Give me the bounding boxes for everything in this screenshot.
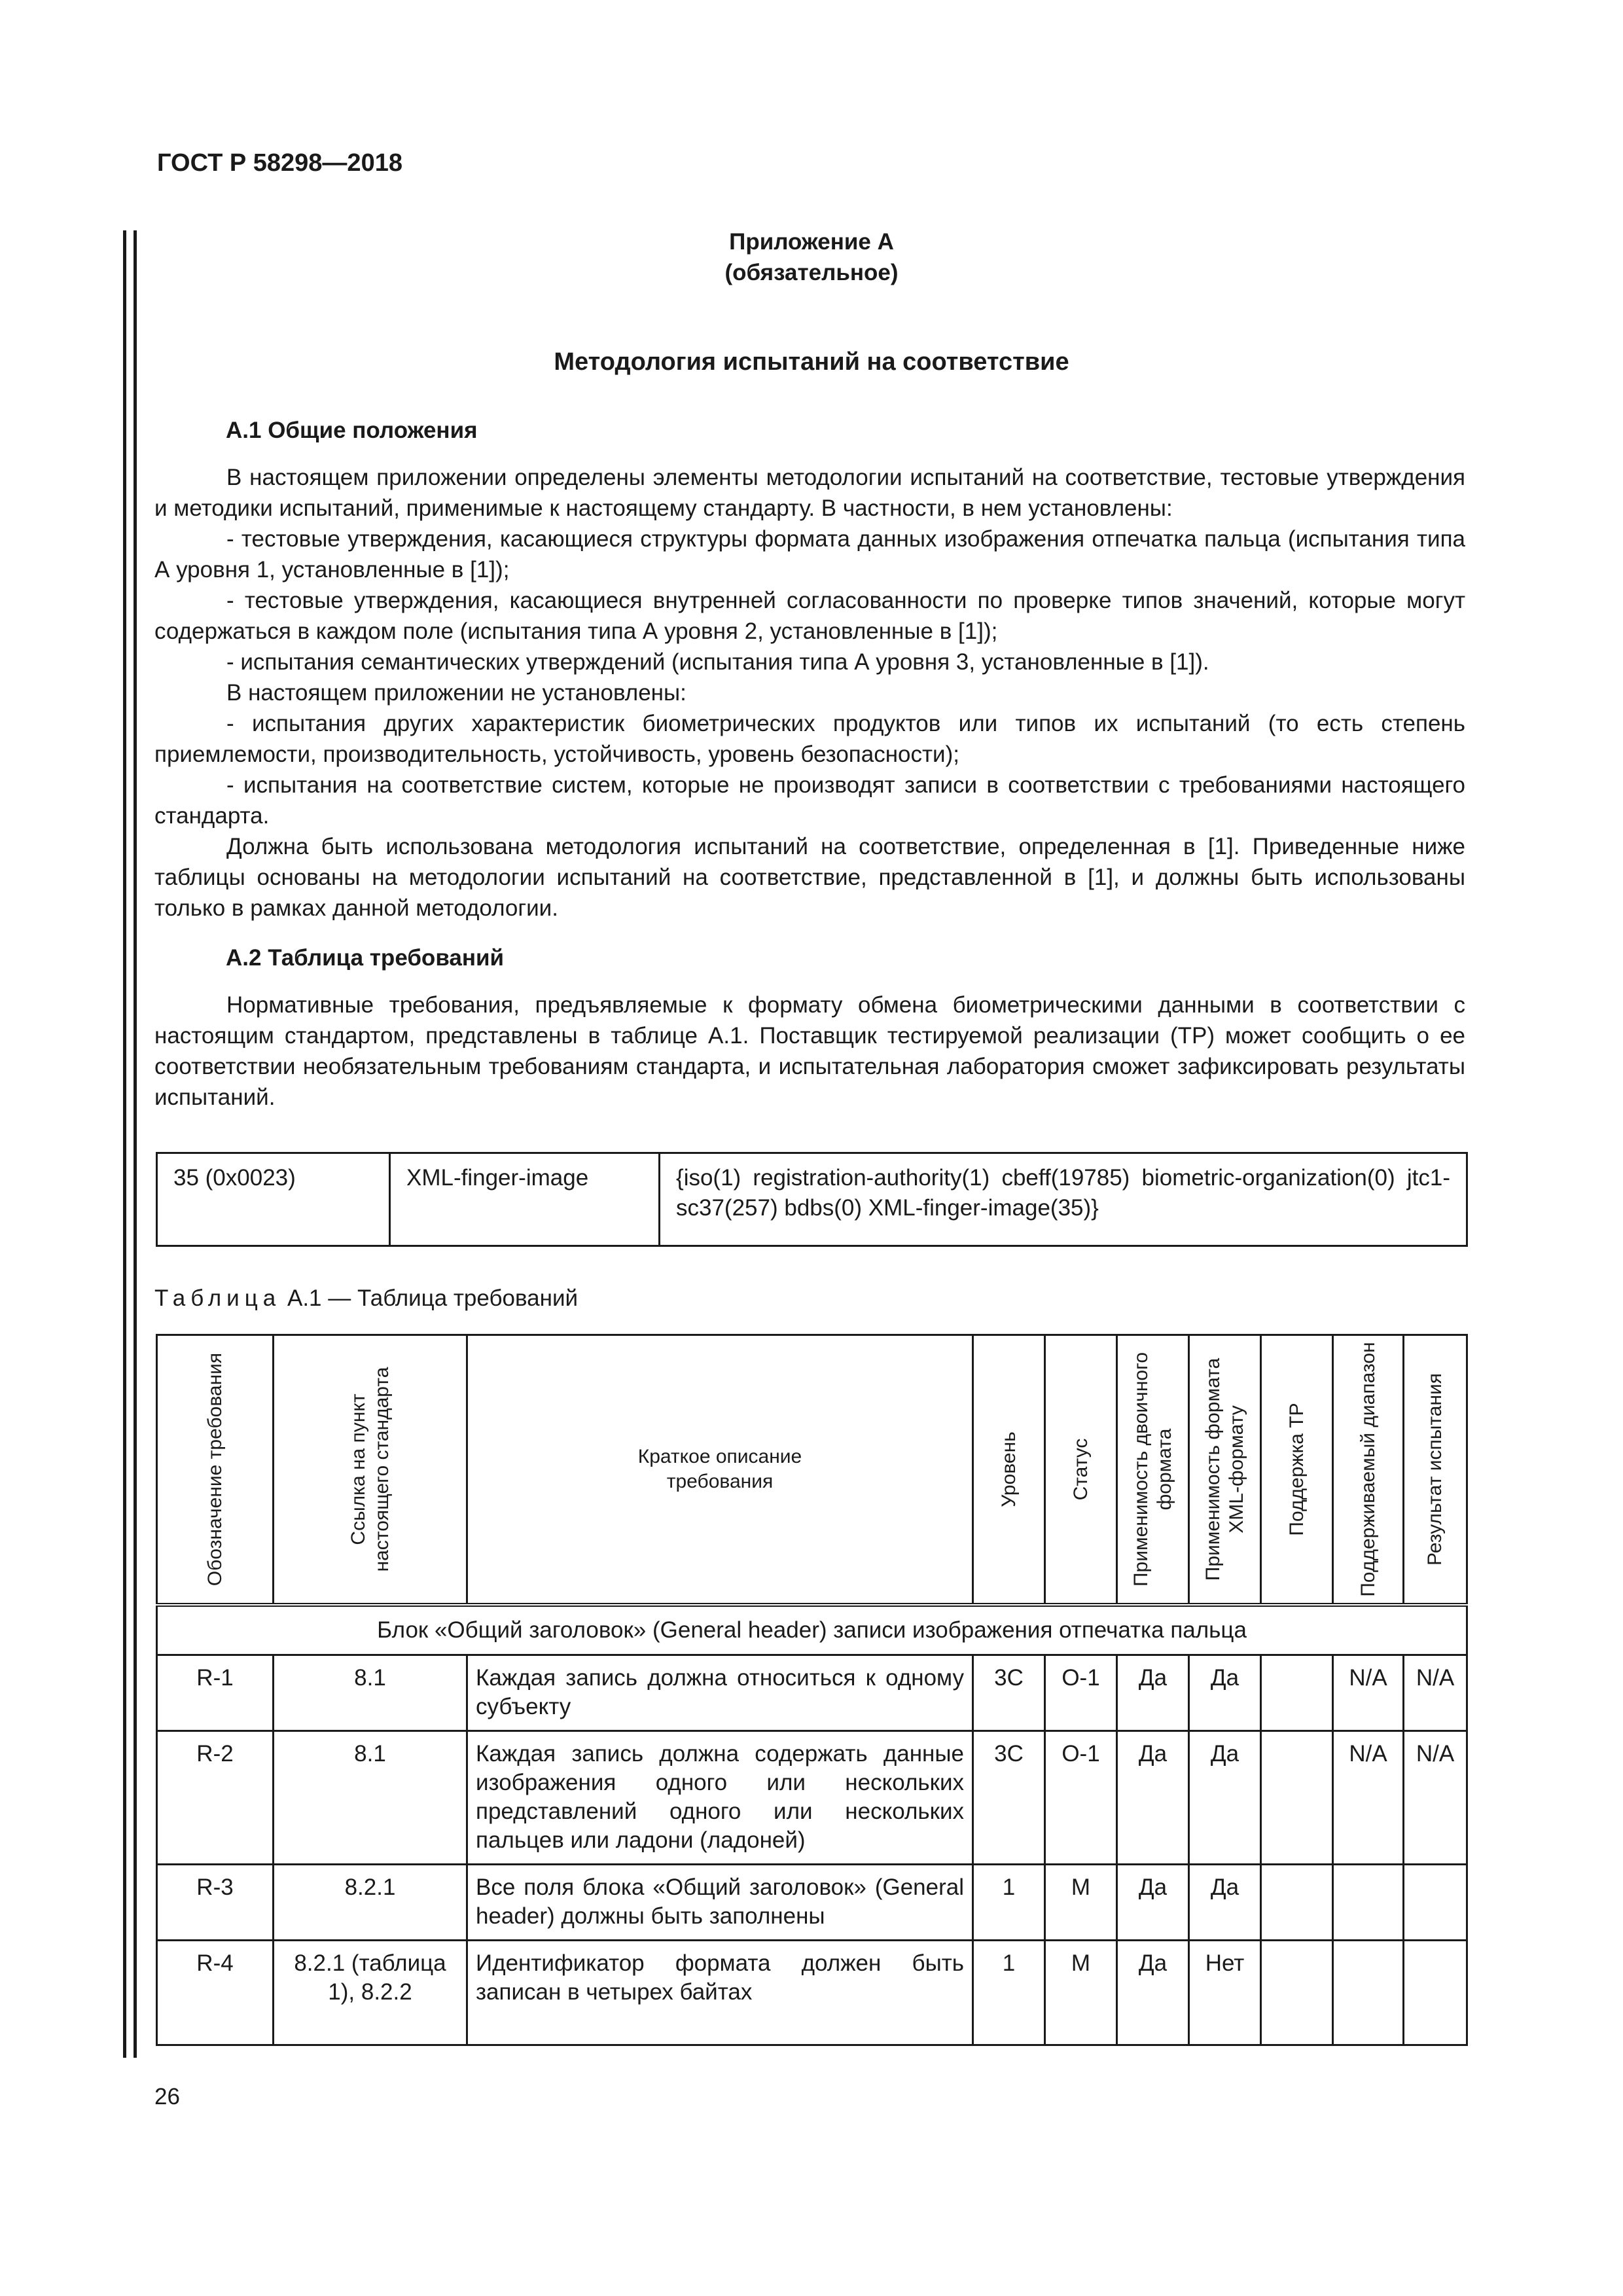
req-desc: Каждая запись должна относиться к одному субъекту [467,1655,973,1731]
req-ref: 8.1 [274,1655,467,1731]
header-status: Статус [1045,1335,1117,1605]
req-result: N/A [1404,1655,1467,1731]
list-item: - испытания других характеристик биометрических продуктов или типов их испытаний (то есть степень приемлемости, производительность, устойчивость, уровень безопасности); [154,711,1465,767]
req-desc: Каждая запись должна содержать данные изображения одного или нескольких представлений одного или нескольких пальцев или ладони (ладоней) [467,1731,973,1865]
req-desc: Идентификатор формата должен быть записан в четырех байтах [467,1941,973,2045]
header-supported-range: Поддерживаемый диапазон [1333,1335,1404,1605]
req-ref: 8.1 [274,1731,467,1865]
req-support [1261,1941,1333,2045]
appendix-title: Приложение А [729,229,894,255]
change-bar-left [123,230,126,2058]
req-range: N/A [1333,1731,1404,1865]
req-level: 1 [973,1865,1045,1941]
req-result [1404,1865,1467,1941]
header-designation: Обозначение требования [157,1335,274,1605]
req-id: R-2 [157,1731,274,1865]
format-code: 35 (0x0023) [157,1153,390,1246]
header-xml-applicability: Применимость формата XML-формату [1189,1335,1261,1605]
req-level: 1 [973,1941,1045,2045]
req-id: R-1 [157,1655,274,1731]
section-2-body [154,990,1465,1113]
req-level: 3С [973,1655,1045,1731]
req-ref: 8.2.1 [274,1865,467,1941]
table-row [157,1941,1467,2045]
req-result [1404,1941,1467,2045]
req-range: N/A [1333,1655,1404,1731]
list-item: - тестовые утверждения, касающиеся структуры формата данных изображения отпечатка пальца (испытания типа А уровня 1, установленные в [1]); [154,526,1465,583]
block-title: Блок «Общий заголовок» (General header) записи изображения отпечатка пальца [157,1605,1467,1655]
table-row [157,1655,1467,1731]
format-oid: {iso(1) registration-authority(1) cbeff(19785) biometric-organization(0) jtc1-sc37(257) bdbs(0) XML-finger-image(35)} [660,1153,1467,1246]
req-binary: Да [1117,1655,1189,1731]
appendix-heading: Методология испытаний на соответствие [554,348,1069,376]
header-reference: Ссылка на пункт настоящего стандарта [274,1335,467,1605]
section-1-heading: А.1 Общие положения [226,418,478,443]
req-status: М [1045,1865,1117,1941]
req-status: О-1 [1045,1655,1117,1731]
req-status: О-1 [1045,1731,1117,1865]
table-caption-label: Таблица [154,1285,281,1311]
req-support [1261,1865,1333,1941]
table-caption-title: А.1 — Таблица требований [287,1285,579,1311]
section-1-body [154,462,1465,924]
header-tp-support: Поддержка ТР [1261,1335,1333,1605]
paragraph: В настоящем приложении не установлены: [226,680,687,706]
req-support [1261,1655,1333,1731]
req-result: N/A [1404,1731,1467,1865]
document-id: ГОСТ Р 58298—2018 [157,149,402,177]
req-range [1333,1865,1404,1941]
header-test-result: Результат испытания [1404,1335,1467,1605]
format-name: XML-finger-image [390,1153,660,1246]
req-id: R-3 [157,1865,274,1941]
req-xml: Да [1189,1655,1261,1731]
table-row [157,1865,1467,1941]
page-number: 26 [154,2084,180,2109]
section-2-heading: А.2 Таблица требований [226,945,505,971]
req-binary: Да [1117,1865,1189,1941]
req-level: 3С [973,1731,1045,1865]
paragraph: Должна быть использована методология испытаний на соответствие, определенная в [1]. Приведенные ниже таблицы основаны на методологии испытаний на соответствие, представленной в [1], и должны быть использованы только в рамках данной методологии. [154,834,1465,921]
change-bar-right [134,230,137,2058]
header-description: Краткое описание требования [467,1335,973,1605]
table-caption [154,1283,578,1314]
req-xml: Да [1189,1865,1261,1941]
req-xml: Нет [1189,1941,1261,2045]
paragraph: Нормативные требования, предъявляемые к формату обмена биометрическими данными в соответствии с настоящим стандартом, представлены в таблице А.1. Поставщик тестируемой реализации (ТР) может сообщить о ее соответствии необязательным требованиям стандарта, и испытательная лаборатория сможет зафиксировать результаты испытаний. [154,992,1465,1110]
req-status: М [1045,1941,1117,2045]
req-ref: 8.2.1 (таблица 1), 8.2.2 [274,1941,467,2045]
list-item: - испытания семантических утверждений (испытания типа А уровня 3, установленные в [1]). [226,649,1209,675]
req-binary: Да [1117,1731,1189,1865]
header-binary-applicability: Применимость двоичного формата [1117,1335,1189,1605]
list-item: - испытания на соответствие систем, которые не производят записи в соответствии с требованиями настоящего стандарта. [154,772,1465,829]
paragraph: В настоящем приложении определены элементы методологии испытаний на соответствие, тестовые утверждения и методики испытаний, применимые к настоящему стандарту. В частности, в нем установлены: [154,465,1465,521]
requirements-table [156,1334,1468,2046]
req-binary: Да [1117,1941,1189,2045]
req-id: R-4 [157,1941,274,2045]
req-range [1333,1941,1404,2045]
header-level: Уровень [973,1335,1045,1605]
req-xml: Да [1189,1731,1261,1865]
identifier-table [156,1152,1468,1247]
table-row [157,1731,1467,1865]
req-support [1261,1731,1333,1865]
appendix-type: (обязательное) [724,260,899,285]
list-item: - тестовые утверждения, касающиеся внутренней согласованности по проверке типов значений, которые могут содержаться в каждом поле (испытания типа А уровня 2, установленные в [1]); [154,588,1465,644]
req-desc: Все поля блока «Общий заголовок» (General header) должны быть заполнены [467,1865,973,1941]
